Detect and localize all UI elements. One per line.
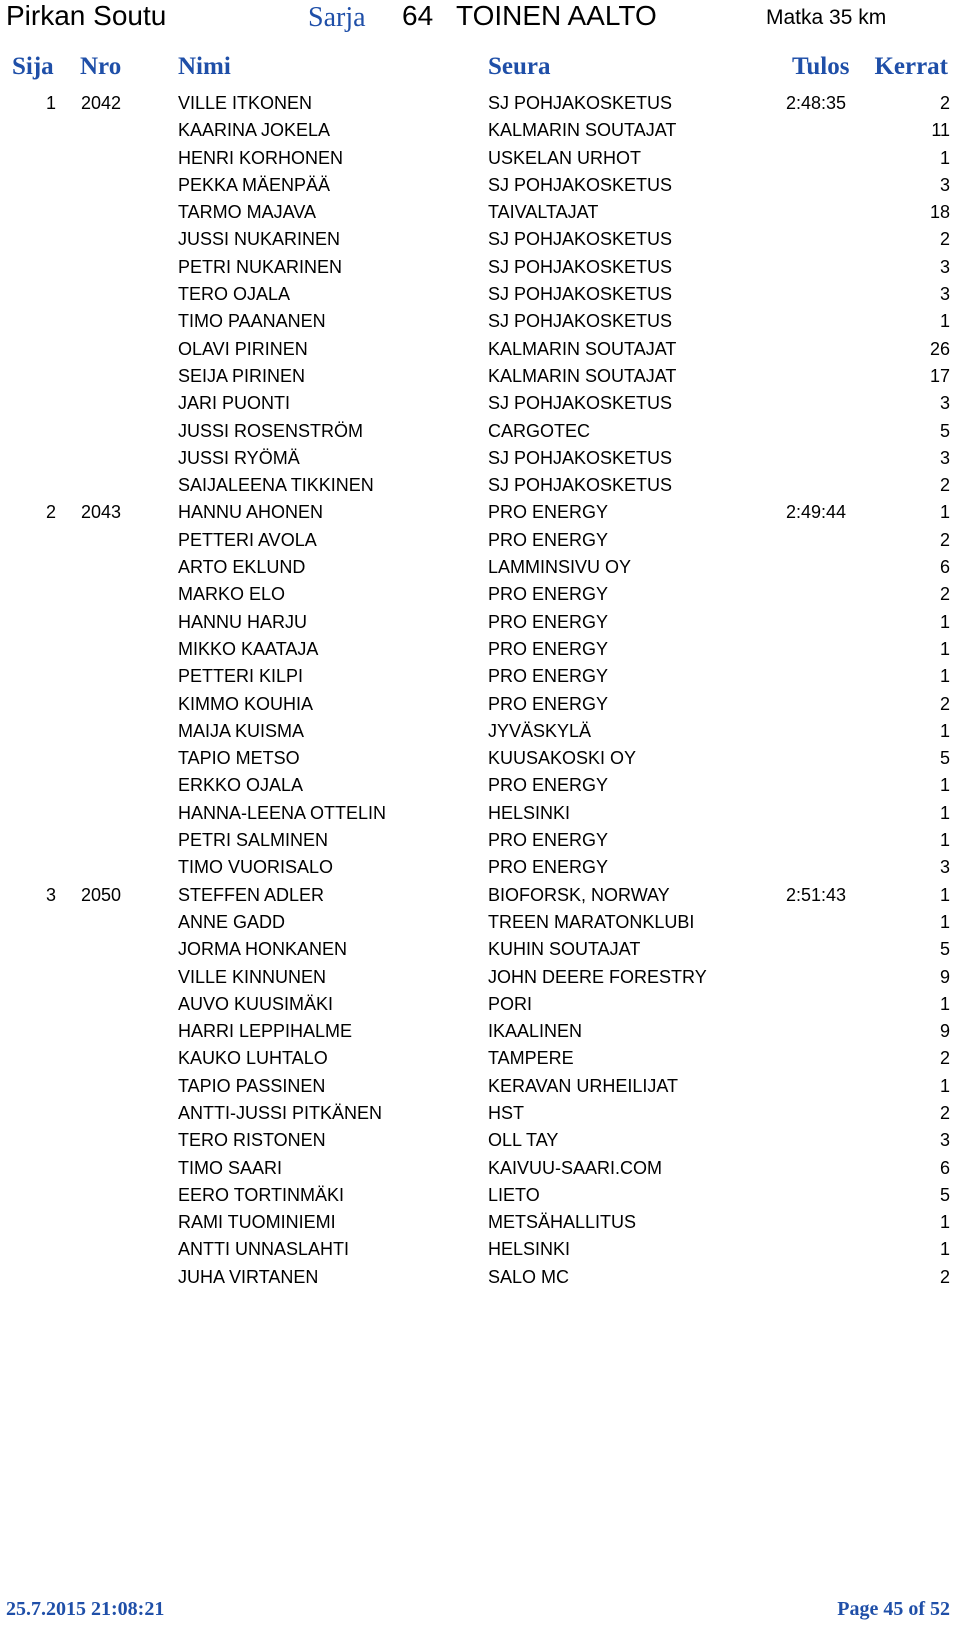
cell-kerrat: 1 [939,802,950,823]
cell-kerrat: 1 [939,502,950,523]
cell-kerrat: 3 [939,447,950,468]
cell-tulos: 2:49:44 [786,502,847,523]
cell-seura: TAIVALTAJAT [488,202,599,223]
cell-seura: HELSINKI [488,802,571,823]
table-row [0,854,960,881]
cell-seura: SJ POHJAKOSKETUS [488,256,673,277]
cell-seura: TAMPERE [488,1048,574,1069]
column-header-kerrat: Kerrat [874,53,948,80]
cell-kerrat: 1 [939,993,950,1014]
table-row [0,527,960,554]
cell-seura: BIOFORSK, NORWAY [488,884,670,905]
cell-kerrat: 2 [939,93,950,113]
cell-kerrat: 2 [939,584,950,605]
cell-nimi: SEIJA PIRINEN [178,365,306,386]
cell-kerrat: 2 [939,1102,950,1123]
cell-seura: KALMARIN SOUTAJAT [488,365,677,386]
cell-seura: KUUSAKOSKI OY [488,748,637,769]
table-row [0,772,960,799]
cell-nimi: ANTTI UNNASLAHTI [178,1239,350,1260]
cell-nimi: STEFFEN ADLER [178,884,325,905]
cell-seura: SJ POHJAKOSKETUS [488,447,673,468]
cell-nimi: JUSSI RYÖMÄ [178,447,300,468]
cell-seura: HST [488,1102,524,1123]
cell-kerrat: 17 [929,365,950,386]
cell-tulos: 2:51:43 [786,884,847,905]
cell-kerrat: 1 [939,666,950,687]
cell-kerrat: 1 [939,775,950,796]
cell-kerrat: 9 [939,966,950,987]
distance: Matka 35 km [766,6,887,29]
cell-seura: KUHIN SOUTAJAT [488,939,641,960]
column-header-tulos: Tulos [792,53,850,80]
cell-seura: JOHN DEERE FORESTRY [488,966,707,987]
cell-seura: PRO ENERGY [488,502,609,523]
footer-page-number: Page 45 of 52 [837,1598,950,1620]
table-row [0,827,960,854]
cell-kerrat: 11 [931,120,950,141]
cell-seura: SALO MC [488,1266,570,1287]
cell-seura: IKAALINEN [488,1021,583,1042]
cell-nimi: ARTO EKLUND [178,557,306,578]
cell-seura: SJ POHJAKOSKETUS [488,93,673,113]
cell-kerrat: 1 [939,1075,950,1096]
cell-kerrat: 2 [939,475,950,496]
footer-timestamp: 25.7.2015 21:08:21 [6,1598,165,1620]
cell-seura: OLL TAY [488,1130,559,1151]
cell-nimi: PETTERI KILPI [178,666,304,687]
cell-nimi: VILLE ITKONEN [178,93,313,113]
table-row [0,800,960,827]
cell-nimi: ERKKO OJALA [178,775,304,796]
cell-sija: 3 [46,884,57,905]
table-row [0,90,960,117]
table-row [0,636,960,663]
cell-seura: SJ POHJAKOSKETUS [488,311,673,332]
cell-seura: SJ POHJAKOSKETUS [488,229,673,250]
cell-seura: HELSINKI [488,1239,571,1260]
cell-nimi: JUHA VIRTANEN [178,1266,319,1287]
cell-nimi: JUSSI NUKARINEN [178,229,341,250]
table-row [0,472,960,499]
table-row [0,1209,960,1236]
cell-kerrat: 3 [939,1130,950,1151]
table-row [0,145,960,172]
cell-sija: 1 [46,93,57,113]
cell-seura: KAIVUU-SAARI.COM [488,1157,663,1178]
sarja-label: Sarja [308,2,366,33]
table-row [0,882,960,909]
cell-nimi: SAIJALEENA TIKKINEN [178,475,374,496]
table-row [0,609,960,636]
cell-nimi: MIKKO KAATAJA [178,638,319,659]
cell-seura: JYVÄSKYLÄ [488,720,592,741]
cell-nimi: TIMO SAARI [178,1157,283,1178]
cell-kerrat: 1 [939,911,950,932]
cell-nimi: HANNA-LEENA OTTELIN [178,802,387,823]
cell-kerrat: 5 [939,420,950,441]
table-row [0,1018,960,1045]
table-row [0,718,960,745]
cell-nro: 2042 [81,93,122,113]
cell-nimi: KIMMO KOUHIA [178,693,314,714]
cell-seura: PRO ENERGY [488,775,609,796]
cell-seura: PORI [488,993,533,1014]
cell-kerrat: 1 [939,720,950,741]
class-number: 64 [402,0,434,31]
table-row [0,418,960,445]
cell-nimi: TIMO VUORISALO [178,857,334,878]
cell-seura: PRO ENERGY [488,857,609,878]
table-row [0,581,960,608]
table-row [0,991,960,1018]
cell-kerrat: 1 [939,638,950,659]
table-row [0,1100,960,1127]
cell-kerrat: 2 [939,529,950,550]
cell-kerrat: 9 [939,1021,950,1042]
cell-nimi: TERO RISTONEN [178,1130,326,1151]
cell-seura: KALMARIN SOUTAJAT [488,120,677,141]
cell-kerrat: 1 [939,611,950,632]
cell-nimi: HANNU AHONEN [178,502,324,523]
table-row [0,1264,960,1291]
cell-tulos: 2:48:35 [786,93,847,113]
cell-seura: PRO ENERGY [488,830,609,851]
cell-nimi: TAPIO METSO [178,748,300,769]
cell-nimi: VILLE KINNUNEN [178,966,327,987]
table-row [0,390,960,417]
cell-seura: KERAVAN URHEILIJAT [488,1075,679,1096]
cell-nimi: OLAVI PIRINEN [178,338,308,359]
table-row [0,1182,960,1209]
cell-seura: SJ POHJAKOSKETUS [488,393,673,414]
cell-kerrat: 2 [939,1266,950,1287]
cell-seura: PRO ENERGY [488,693,609,714]
cell-nimi: MARKO ELO [178,584,286,605]
cell-kerrat: 1 [939,1239,950,1260]
column-header-nimi: Nimi [178,53,231,80]
table-row [0,281,960,308]
column-header-sija: Sija [12,53,54,80]
event-name: Pirkan Soutu [6,0,167,31]
cell-seura: LAMMINSIVU OY [488,557,632,578]
cell-nimi: JARI PUONTI [178,393,291,414]
cell-seura: PRO ENERGY [488,611,609,632]
table-row [0,1045,960,1072]
cell-nimi: HANNU HARJU [178,611,308,632]
table-row [0,691,960,718]
table-row [0,199,960,226]
table-row [0,964,960,991]
title-row [0,0,960,34]
table-row [0,363,960,390]
class-name: TOINEN AALTO [456,0,657,31]
cell-seura: LIETO [488,1184,540,1205]
table-row [0,336,960,363]
cell-seura: TREEN MARATONKLUBI [488,911,695,932]
cell-kerrat: 5 [939,939,950,960]
cell-nimi: KAARINA JOKELA [178,120,331,141]
cell-seura: USKELAN URHOT [488,147,642,168]
cell-nro: 2050 [81,884,122,905]
cell-kerrat: 1 [939,1212,950,1233]
cell-kerrat: 2 [939,1048,950,1069]
cell-seura: PRO ENERGY [488,584,609,605]
cell-nimi: RAMI TUOMINIEMI [178,1212,336,1233]
cell-sija: 2 [46,502,57,523]
cell-seura: PRO ENERGY [488,638,609,659]
cell-kerrat: 1 [939,311,950,332]
results-table [0,90,960,1291]
cell-kerrat: 3 [939,284,950,305]
table-row [0,554,960,581]
cell-kerrat: 3 [939,393,950,414]
table-row [0,1073,960,1100]
cell-nimi: ANNE GADD [178,911,286,932]
cell-nimi: PETRI NUKARINEN [178,256,343,277]
cell-seura: SJ POHJAKOSKETUS [488,174,673,195]
table-row [0,936,960,963]
cell-nimi: KAUKO LUHTALO [178,1048,328,1069]
table-row [0,745,960,772]
cell-seura: KALMARIN SOUTAJAT [488,338,677,359]
cell-seura: SJ POHJAKOSKETUS [488,284,673,305]
table-row [0,226,960,253]
cell-kerrat: 1 [939,147,950,168]
cell-nimi: ANTTI-JUSSI PITKÄNEN [178,1102,383,1123]
table-row [0,308,960,335]
column-header-nro: Nro [80,53,122,80]
cell-kerrat: 1 [939,884,950,905]
cell-seura: PRO ENERGY [488,529,609,550]
cell-nimi: JORMA HONKANEN [178,939,348,960]
cell-kerrat: 2 [939,229,950,250]
cell-kerrat: 3 [939,256,950,277]
table-row [0,172,960,199]
cell-nimi: MAIJA KUISMA [178,720,305,741]
cell-kerrat: 1 [939,830,950,851]
cell-kerrat: 2 [939,693,950,714]
table-row [0,499,960,526]
cell-nimi: HENRI KORHONEN [178,147,344,168]
cell-kerrat: 6 [939,557,950,578]
table-row [0,1236,960,1263]
cell-seura: METSÄHALLITUS [488,1212,637,1233]
cell-kerrat: 3 [939,857,950,878]
table-row [0,909,960,936]
cell-nimi: HARRI LEPPIHALME [178,1021,353,1042]
table-row [0,1155,960,1182]
cell-seura: SJ POHJAKOSKETUS [488,475,673,496]
cell-kerrat: 6 [939,1157,950,1178]
cell-nimi: PEKKA MÄENPÄÄ [178,174,331,195]
cell-nimi: TARMO MAJAVA [178,202,317,223]
table-row [0,117,960,144]
table-row [0,1127,960,1154]
cell-nro: 2043 [81,502,122,523]
table-row [0,254,960,281]
cell-seura: CARGOTEC [488,420,591,441]
column-header-seura: Seura [488,53,551,80]
cell-nimi: EERO TORTINMÄKI [178,1184,345,1205]
table-row [0,445,960,472]
cell-kerrat: 5 [939,748,950,769]
cell-nimi: TIMO PAANANEN [178,311,326,332]
cell-kerrat: 26 [929,338,950,359]
cell-nimi: TAPIO PASSINEN [178,1075,326,1096]
cell-nimi: JUSSI ROSENSTRÖM [178,420,364,441]
cell-nimi: PETRI SALMINEN [178,830,329,851]
cell-nimi: TERO OJALA [178,284,291,305]
cell-seura: PRO ENERGY [488,666,609,687]
cell-kerrat: 18 [929,202,950,223]
cell-nimi: AUVO KUUSIMÄKI [178,993,334,1014]
table-row [0,663,960,690]
cell-kerrat: 5 [939,1184,950,1205]
cell-nimi: PETTERI AVOLA [178,529,317,550]
cell-kerrat: 3 [939,174,950,195]
